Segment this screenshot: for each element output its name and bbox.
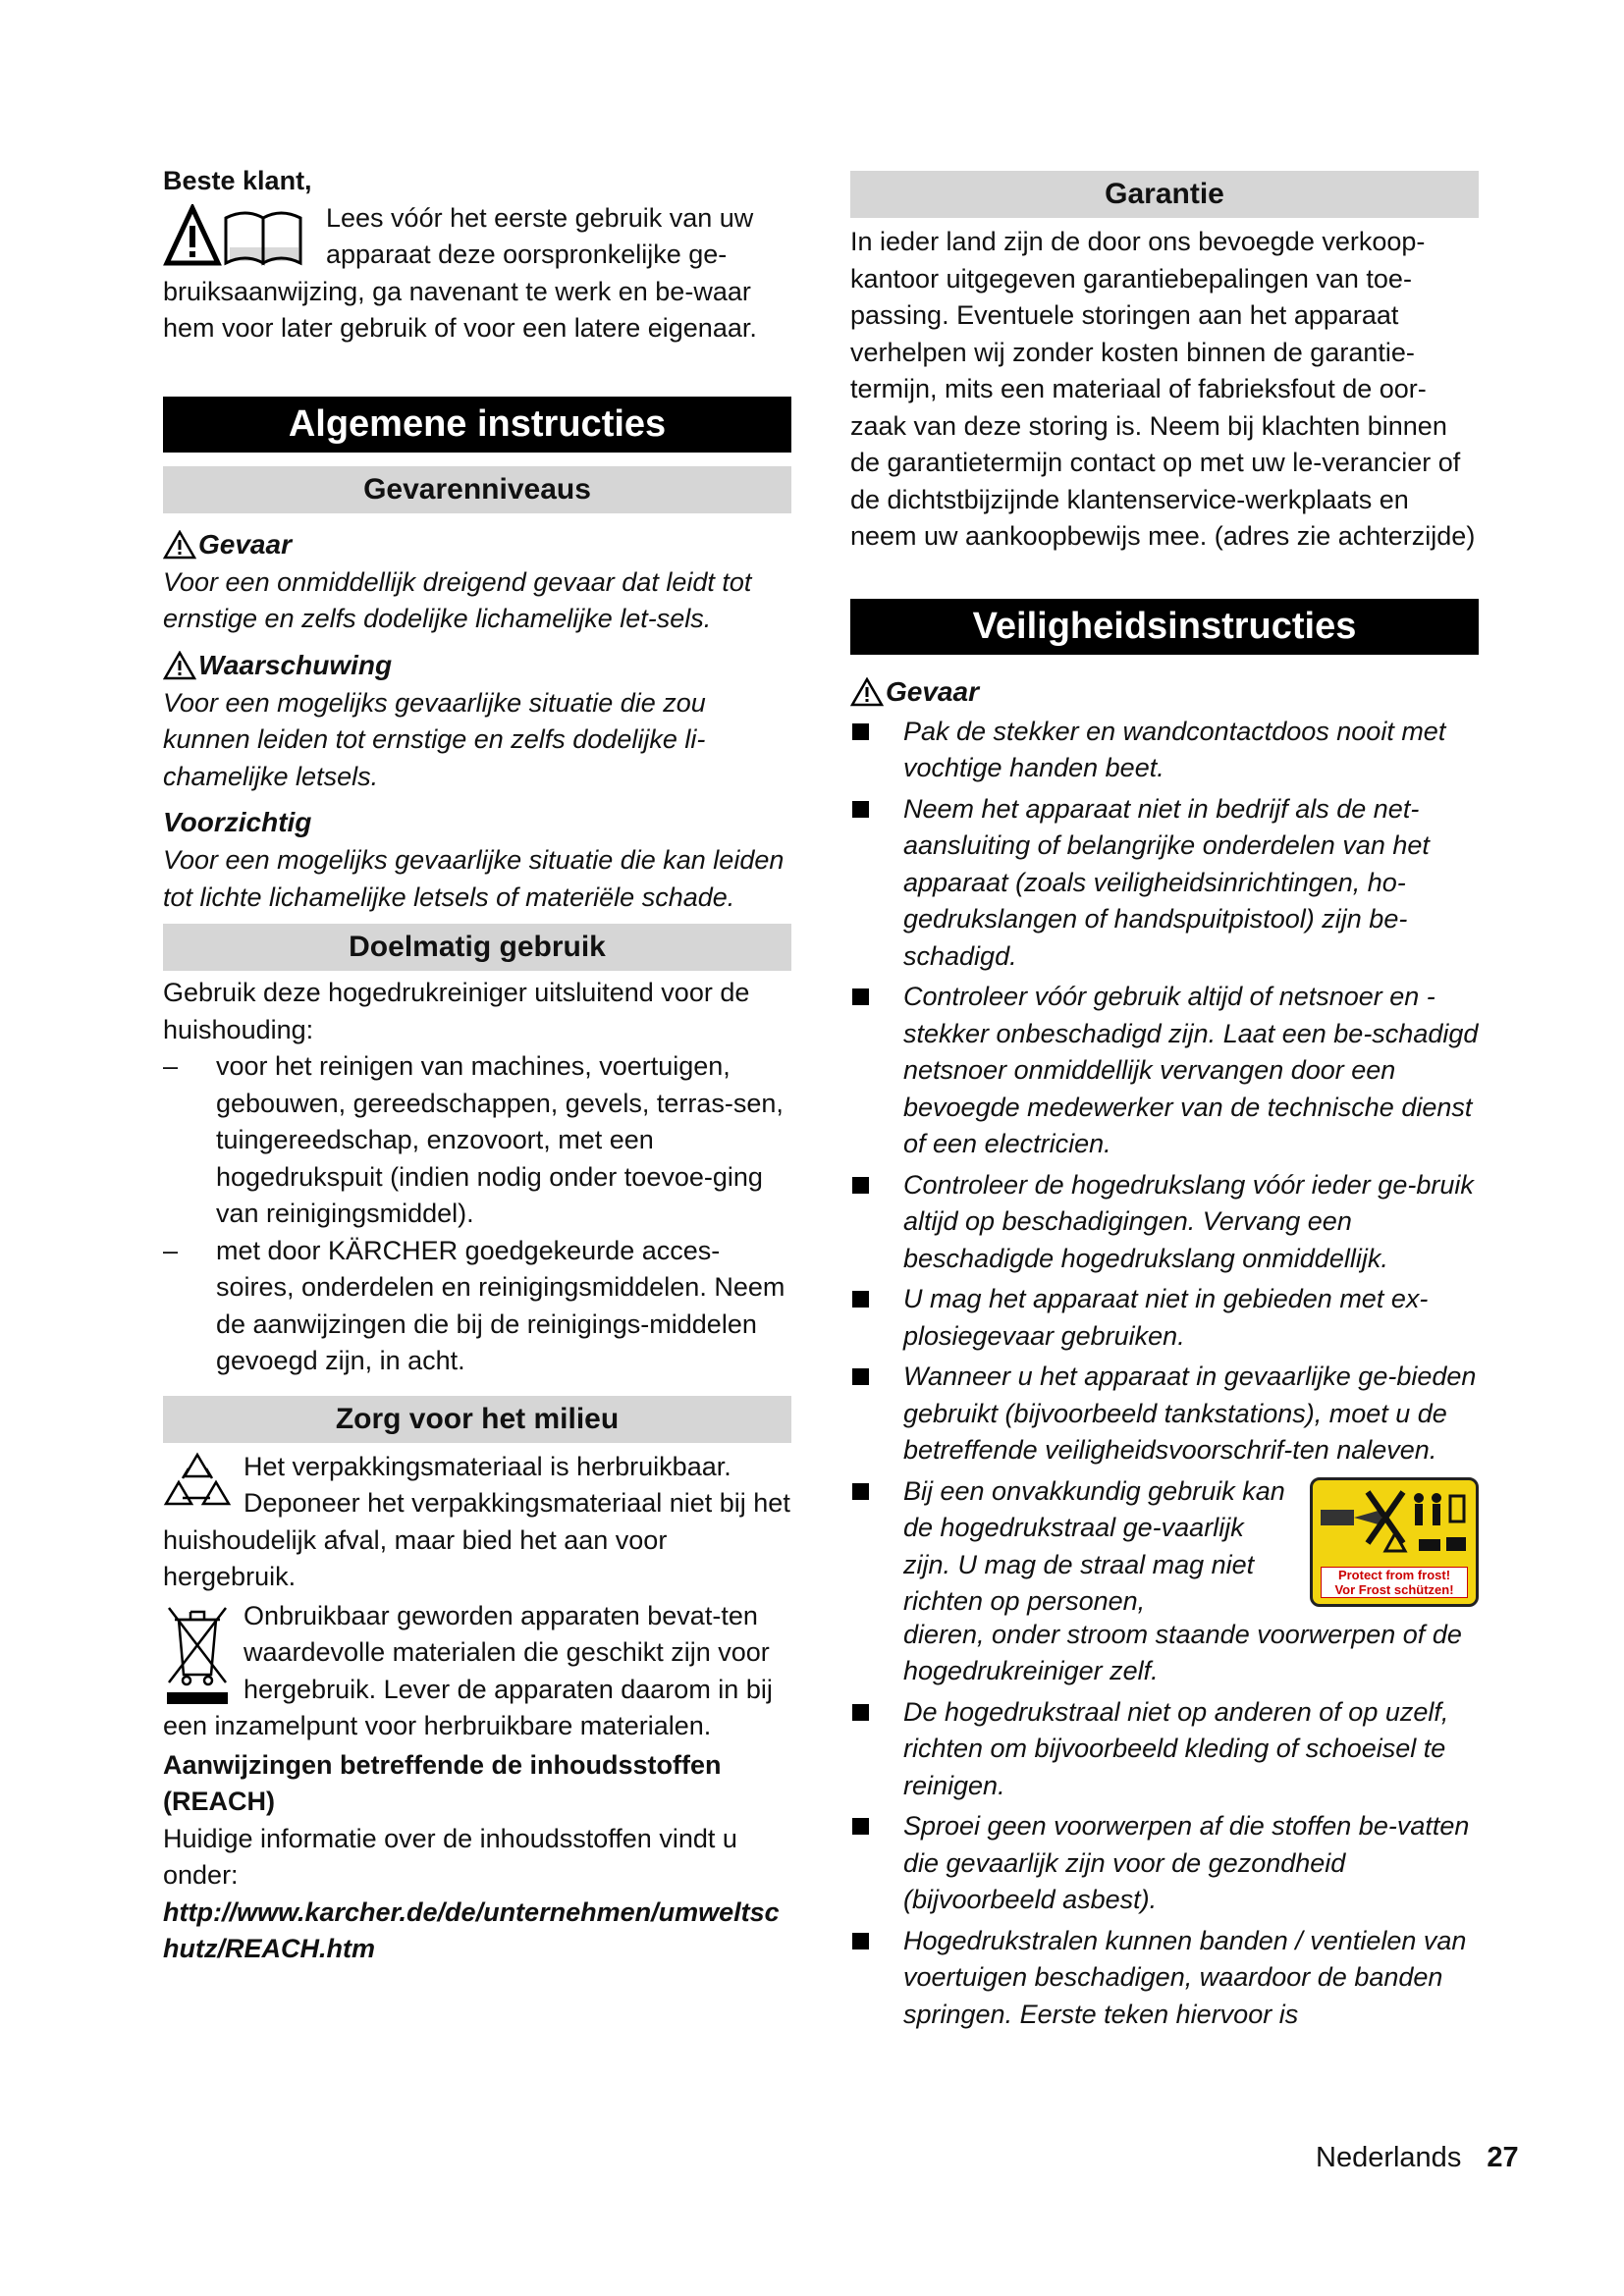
safety-bullet xyxy=(850,714,1479,787)
warning-triangle-icon xyxy=(163,530,196,560)
subsection-title-use: Doelmatig gebruik xyxy=(163,924,791,971)
use-item-text: met door KÄRCHER goedgekeurde acces-soires, onderdelen en reinigingsmiddelen. Neem de aanwijzingen die bij de reinigings-middelen gevoegd zijn, in acht. xyxy=(216,1235,785,1375)
safety-bullet-text: Controleer de hogedrukslang vóór ieder ge-bruik altijd op beschadigingen. Vervang een beschadigde hogedrukslang onmiddellijk. xyxy=(903,1169,1474,1273)
intro-text-rest: bruiksaanwijzing, ga navenant te werk en be-waar hem voor later gebruik of voor een latere eigenaar. xyxy=(163,276,757,343)
section-title-general: Algemene instructies xyxy=(163,397,791,453)
crossed-bin-icon xyxy=(163,1598,232,1706)
jet-warning-pictogram-icon xyxy=(1313,1482,1476,1567)
safety-bullet-jet xyxy=(850,1473,1479,1690)
salutation: Beste klant, xyxy=(163,166,312,195)
reach-link[interactable]: http://www.karcher.de/de/unternehmen/umweltschutz/REACH.htm xyxy=(163,1896,780,1963)
reach-title: Aanwijzingen betreffende de inhoudsstoffen (REACH) xyxy=(163,1749,722,1816)
caution-heading xyxy=(163,803,791,842)
recycle-block xyxy=(163,1449,791,1596)
page-footer xyxy=(1316,2142,1519,2174)
safety-bullet xyxy=(850,1694,1479,1805)
safety-bullet xyxy=(850,791,1479,976)
safety-bullet xyxy=(850,979,1479,1163)
bullet-square-icon xyxy=(852,723,869,740)
safety-bullet xyxy=(850,1923,1479,2034)
subsection-title-hazard: Gevarenniveaus xyxy=(163,466,791,513)
safety-bullet-text: Bij een onvakkundig gebruik kan de hogedrukstraal ge-vaarlijk zijn. U mag de straal mag niet richten op personen, xyxy=(903,1475,1285,1616)
safety-bullet-text: Neem het apparaat niet in bedrijf als de net-aansluiting of belangrijke onderdelen van het apparaat (zoals veiligheidsinrichtingen, ho-gedrukslangen of handspuitpistool) zijn be-schadigd. xyxy=(903,793,1430,971)
use-item-text: voor het reinigen van machines, voertuigen, gebouwen, gereedschappen, gevels, terras-sen, tuingereedschap, enzovoort, met een hogedrukspuit (indien nodig onder toevoe-ging van reinigingsmiddel). xyxy=(216,1051,784,1228)
sticker-line-2: Vor Frost schützen! xyxy=(1334,1581,1454,1597)
caution-label: Voorzichtig xyxy=(163,807,312,837)
safety-bullet-text: Hogedrukstralen kunnen banden / ventielen van voertuigen beschadigen, waardoor de banden springen. Eerste teken hiervoor is xyxy=(903,1925,1467,2029)
safety-bullet-text: Wanneer u het apparaat in gevaarlijke ge-bieden gebruikt (bijvoorbeeld tankstations), moet u de betreffende veiligheidsvoorschrif-ten naleven. xyxy=(903,1362,1477,1465)
bullet-square-icon xyxy=(852,801,869,818)
warning-triangle-icon xyxy=(163,651,196,680)
bullet-square-icon xyxy=(852,1818,869,1835)
danger-text: Voor een onmiddellijk dreigend gevaar dat leidt tot ernstige en zelfs dodelijke lichamelijke let-sels. xyxy=(163,566,752,633)
caution-text: Voor een mogelijks gevaarlijke situatie die kan leiden tot lichte lichamelijke letsels of materiële schade. xyxy=(163,845,785,912)
use-item: – voor het reinigen van machines, voertuigen, gebouwen, gereedschappen, gevels, terras-sen, tuingereedschap, enzovoort, met een hogedrukspuit (indien nodig onder toevoe-ging van reinigingsmiddel). xyxy=(163,1051,784,1228)
weee-block xyxy=(163,1598,791,1745)
sticker-label xyxy=(1321,1567,1468,1598)
safety-bullet xyxy=(850,1281,1479,1355)
subsection-title-environment: Zorg voor het milieu xyxy=(163,1396,791,1443)
bullet-square-icon xyxy=(852,1483,869,1500)
danger-label: Gevaar xyxy=(198,528,292,560)
warning-heading xyxy=(163,646,791,685)
use-item: – met door KÄRCHER goedgekeurde acces-soires, onderdelen en reinigingsmiddelen. Neem de aanwijzingen die bij de reinigings-middelen gevoegd zijn, in acht. xyxy=(163,1235,785,1375)
intro-text-first: Lees vóór het eerste gebruik van uw xyxy=(326,202,754,233)
footer-language: Nederlands xyxy=(1316,2142,1462,2173)
safety-bullet xyxy=(850,1359,1479,1469)
safety-bullet-text: Pak de stekker en wandcontactdoos nooit met vochtige handen beet. xyxy=(903,716,1446,782)
right-column xyxy=(850,157,1479,2033)
bullet-square-icon xyxy=(852,1177,869,1194)
warning-text: Voor een mogelijks gevaarlijke situatie die zou kunnen leiden tot ernstige en zelfs dodelijke li-chamelijke letsels. xyxy=(163,687,706,791)
warning-triangle-icon xyxy=(850,677,884,707)
bullet-square-icon xyxy=(852,1291,869,1308)
recycle-icon xyxy=(163,1449,232,1510)
weee-text: Onbruikbaar geworden apparaten bevat-ten waardevolle materialen die geschikt zijn voor hergebruik. Lever de apparaten daarom in bij een inzamelpunt voor herbruikbare materialen. xyxy=(163,1600,773,1740)
safety-bullet-text: dieren, onder stroom staande voorwerpen of de hogedrukreiniger zelf. xyxy=(903,1619,1462,1685)
safety-bullet-text: Controleer vóór gebruik altijd of netsnoer en -stekker onbeschadigd zijn. Laat een be-schadigd netsnoer onmiddellijk vervangen door een bevoegde medewerker van de technische dienst of een electricien. xyxy=(903,982,1479,1158)
warning-manual-icon xyxy=(163,204,310,269)
safety-danger-heading xyxy=(850,672,1479,712)
left-column xyxy=(163,157,791,1968)
frost-sticker xyxy=(1310,1477,1479,1607)
bullet-square-icon xyxy=(852,988,869,1005)
safety-danger-label: Gevaar xyxy=(886,675,979,707)
bullet-square-icon xyxy=(852,1933,869,1949)
use-intro: Gebruik deze hogedrukreiniger uitsluitend voor de huishouding: xyxy=(163,978,750,1044)
page-number: 27 xyxy=(1487,2142,1519,2173)
warranty-text: In ieder land zijn de door ons bevoegde verkoop-kantoor uitgegeven garantiebepalingen van toe-passing. Eventuele storingen aan het apparaat verhelpen wij zonder kosten binnen de garantie-termijn, mits een materiaal of fabrieksfout de oor-zaak van deze storing is. Neem bij klachten binnen de garantietermijn contact op met uw le-verancier of de dichtstbijzijnde klantenservice-werkplaats en neem uw aankoopbewijs mee. (adres zie achterzijde) xyxy=(850,227,1476,551)
intro-block xyxy=(163,200,791,274)
section-title-warranty: Garantie xyxy=(850,171,1479,218)
bullet-square-icon xyxy=(852,1368,869,1385)
safety-bullet xyxy=(850,1808,1479,1919)
recycle-text: Het verpakkingsmateriaal is herbruikbaar. Deponeer het verpakkingsmateriaal niet bij het huishoudelijk afval, maar bied het aan voor hergebruik. xyxy=(163,1451,790,1591)
section-title-safety: Veiligheidsinstructies xyxy=(850,599,1479,655)
warning-label: Waarschuwing xyxy=(198,649,393,680)
reach-text: Huidige informatie over de inhoudsstoffen vindt u onder: xyxy=(163,1823,737,1890)
danger-heading xyxy=(163,525,791,564)
safety-bullet xyxy=(850,1167,1479,1278)
safety-bullet-text: Sproei geen voorwerpen af die stoffen be-vatten die gevaarlijk zijn voor de gezondheid (bijvoorbeeld asbest). xyxy=(903,1811,1470,1914)
safety-bullet-text: U mag het apparaat niet in gebieden met ex-plosiegevaar gebruiken. xyxy=(903,1284,1429,1351)
bullet-square-icon xyxy=(852,1704,869,1721)
intro-text-second: apparaat deze oorspronkelijke ge- xyxy=(326,240,728,269)
sticker-line-1: Protect from frost! xyxy=(1337,1567,1451,1582)
safety-bullet-text: De hogedrukstraal niet op anderen of op uzelf, richten om bijvoorbeeld kleding of schoeisel te reinigen. xyxy=(903,1696,1449,1800)
